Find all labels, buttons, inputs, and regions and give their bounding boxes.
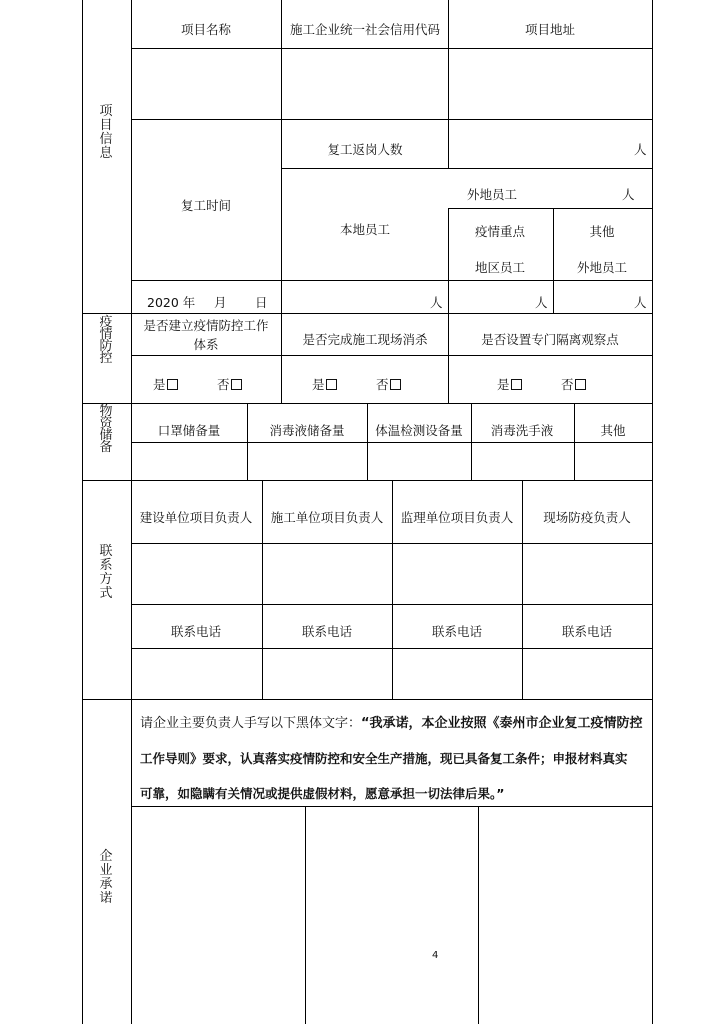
- supply-header-other: 其他: [600, 423, 626, 438]
- col-line: [478, 806, 479, 1024]
- col-line: [574, 403, 575, 480]
- col-line: [448, 0, 449, 119]
- row-line: [131, 119, 652, 120]
- contact-header-contractor: 施工单位项目负责人: [270, 510, 384, 525]
- date-year: 2020 年: [147, 295, 196, 310]
- supply-header-disinfectant: 消毒液储备量: [269, 423, 345, 438]
- col-line: [281, 119, 282, 313]
- unit-person: 人: [430, 295, 443, 310]
- phone-label: 联系电话: [561, 624, 613, 639]
- contact-header-epidemic-officer: 现场防疫负责人: [543, 510, 631, 525]
- other-nonlocal-line2: 外地员工: [576, 260, 628, 275]
- col-line: [247, 403, 248, 480]
- row-line: [131, 806, 652, 807]
- contact-header-supervisor: 监理单位项目负责人: [400, 510, 514, 525]
- row-line: [131, 355, 652, 356]
- unit-person: 人: [622, 187, 635, 202]
- checkbox[interactable]: [511, 379, 522, 390]
- col-line: [367, 403, 368, 480]
- commitment-text-line1: “我承诺，本企业按照《泰州市企业复工疫情防控: [361, 716, 643, 731]
- option-yes: 是: [497, 377, 522, 393]
- section-label-epidemic: 疫情防控: [99, 315, 113, 366]
- other-nonlocal-line1: 其他: [589, 224, 615, 239]
- phone-label: 联系电话: [301, 624, 353, 639]
- commitment-intro-line: [140, 716, 643, 732]
- header-credit-code: 施工企业统一社会信用代码: [289, 22, 441, 37]
- col-line: [448, 119, 449, 168]
- col-line: [262, 480, 263, 699]
- section-label-contacts: 联系方式: [99, 544, 113, 601]
- option-yes: 是: [153, 377, 178, 393]
- row-line: [131, 280, 652, 281]
- header-project-name: 项目名称: [180, 22, 232, 37]
- question-isolation-point: 是否设置专门隔离观察点: [481, 332, 619, 347]
- section-label-project-info: 项目信息: [99, 104, 113, 161]
- checkbox[interactable]: [326, 379, 337, 390]
- supply-header-masks: 口罩储备量: [157, 423, 221, 438]
- header-project-address: 项目地址: [524, 22, 576, 37]
- col-line: [522, 480, 523, 699]
- col-line: [281, 0, 282, 119]
- unit-person: 人: [634, 142, 647, 157]
- option-no: 否: [561, 377, 586, 393]
- page-number: 4: [432, 950, 439, 961]
- section-line: [82, 313, 652, 314]
- checkbox[interactable]: [167, 379, 178, 390]
- row-line: [281, 168, 652, 169]
- col-line: [448, 313, 449, 403]
- border-right: [652, 0, 653, 1024]
- option-no: 否: [376, 377, 401, 393]
- key-area-staff-line1: 疫情重点: [474, 224, 526, 239]
- col-line: [448, 208, 449, 313]
- phone-label: 联系电话: [170, 624, 222, 639]
- key-area-staff-line2: 地区员工: [474, 260, 526, 275]
- border-left: [82, 0, 83, 1024]
- checkbox[interactable]: [390, 379, 401, 390]
- commitment-text-line2: 工作导则》要求，认真落实疫情防控和安全生产措施，现已具备复工条件；申报材料真实: [140, 751, 628, 766]
- row-line: [131, 48, 652, 49]
- col-line: [305, 806, 306, 1024]
- section-label-supplies: 物资储备: [99, 404, 113, 455]
- checkbox[interactable]: [575, 379, 586, 390]
- option-no: 否: [217, 377, 242, 393]
- local-staff-label: 本地员工: [339, 222, 391, 237]
- commitment-intro: 请企业主要负责人手写以下黑体文字：: [140, 716, 362, 731]
- question-site-disinfection: 是否完成施工现场消杀: [302, 332, 428, 347]
- col-line: [471, 403, 472, 480]
- option-yes: 是: [312, 377, 337, 393]
- unit-person: 人: [535, 295, 548, 310]
- date-month: 月: [214, 295, 227, 310]
- section-line: [82, 699, 652, 700]
- nonlocal-staff-label: 外地员工: [467, 187, 518, 202]
- supply-header-hand-sanitizer: 消毒洗手液: [490, 423, 554, 438]
- col-line: [281, 313, 282, 403]
- returning-count-label: 复工返岗人数: [327, 142, 403, 157]
- question-prevention-system-line1: 是否建立疫情防控工作: [143, 318, 269, 333]
- date-day: 日: [255, 295, 268, 310]
- col-line: [392, 480, 393, 699]
- commitment-text-line3: 可靠，如隐瞒有关情况或提供虚假材料，愿意承担一切法律后果。”: [140, 786, 505, 801]
- checkbox[interactable]: [231, 379, 242, 390]
- resume-time-label: 复工时间: [180, 198, 232, 213]
- section-label-commitment: 企业承诺: [99, 849, 113, 906]
- question-prevention-system-line2: 体系: [193, 337, 219, 352]
- supply-header-thermometers: 体温检测设备量: [375, 423, 463, 438]
- col-line: [553, 208, 554, 313]
- section-divider: [131, 0, 132, 1024]
- contact-header-owner: 建设单位项目负责人: [139, 510, 253, 525]
- section-line: [82, 480, 652, 481]
- phone-label: 联系电话: [431, 624, 483, 639]
- unit-person: 人: [634, 295, 647, 310]
- row-line: [448, 208, 652, 209]
